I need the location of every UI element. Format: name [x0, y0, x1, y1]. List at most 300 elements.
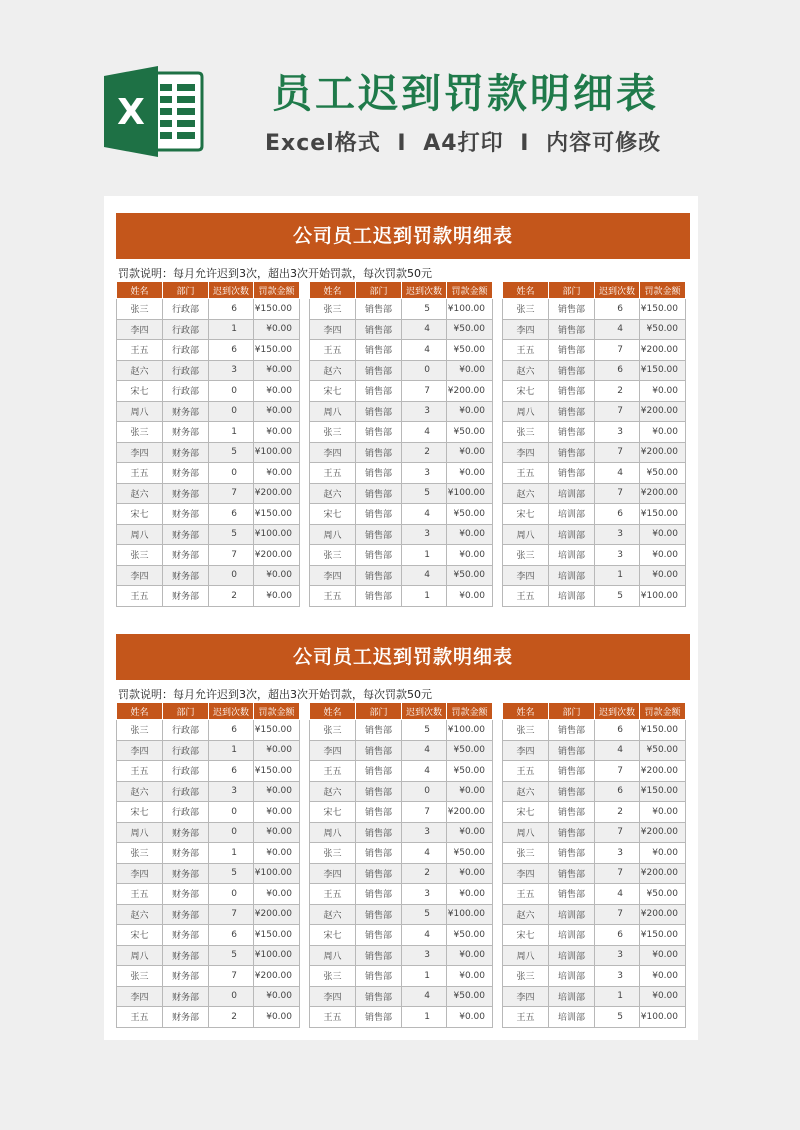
- late-count-cell: 0: [209, 381, 254, 402]
- column-header: 部门: [163, 282, 209, 299]
- penalty-table: [502, 702, 686, 1028]
- column-header: 姓名: [310, 703, 356, 720]
- table-row: [503, 545, 686, 566]
- table-row: [117, 740, 300, 761]
- table-row: [310, 483, 493, 504]
- name-cell: 李四: [310, 986, 356, 1007]
- penalty-note: 罚款说明：每月允许迟到3次，超出3次开始罚款，每次罚款50元: [118, 688, 432, 701]
- fine-amount-cell: ¥200.00: [640, 483, 686, 504]
- department-cell: 销售部: [549, 401, 595, 422]
- fine-amount-cell: ¥50.00: [640, 463, 686, 484]
- name-cell: 王五: [117, 340, 163, 361]
- column-header: 迟到次数: [209, 703, 254, 720]
- fine-amount-cell: ¥0.00: [254, 986, 300, 1007]
- department-cell: 销售部: [549, 781, 595, 802]
- subtitle-separator: I: [520, 131, 530, 156]
- department-cell: 培训部: [549, 565, 595, 586]
- table-row: [310, 340, 493, 361]
- department-cell: 行政部: [163, 319, 209, 340]
- table-row: [117, 545, 300, 566]
- department-cell: 行政部: [163, 299, 209, 320]
- department-cell: 财务部: [163, 822, 209, 843]
- department-cell: 销售部: [549, 740, 595, 761]
- department-cell: 行政部: [163, 761, 209, 782]
- name-cell: 王五: [310, 884, 356, 905]
- late-count-cell: 1: [402, 586, 447, 607]
- name-cell: 王五: [503, 586, 549, 607]
- department-cell: 培训部: [549, 966, 595, 987]
- department-cell: 销售部: [356, 586, 402, 607]
- department-cell: 销售部: [356, 740, 402, 761]
- department-cell: 销售部: [549, 360, 595, 381]
- penalty-table: [309, 281, 493, 607]
- table-row: [117, 925, 300, 946]
- excel-logo-letter: X: [117, 92, 145, 133]
- late-count-cell: 1: [595, 565, 640, 586]
- department-cell: 销售部: [356, 843, 402, 864]
- department-cell: 财务部: [163, 504, 209, 525]
- fine-amount-cell: ¥0.00: [640, 524, 686, 545]
- late-count-cell: 0: [402, 360, 447, 381]
- table-row: [117, 966, 300, 987]
- late-count-cell: 6: [595, 299, 640, 320]
- table-header-row: [310, 282, 493, 299]
- late-count-cell: 1: [402, 966, 447, 987]
- late-count-cell: 6: [209, 925, 254, 946]
- department-cell: 财务部: [163, 565, 209, 586]
- fine-amount-cell: ¥0.00: [254, 586, 300, 607]
- fine-amount-cell: ¥0.00: [254, 802, 300, 823]
- fine-amount-cell: ¥100.00: [254, 524, 300, 545]
- name-cell: 张三: [117, 720, 163, 741]
- column-header: 罚款金额: [447, 282, 493, 299]
- name-cell: 张三: [117, 422, 163, 443]
- fine-amount-cell: ¥0.00: [640, 986, 686, 1007]
- name-cell: 王五: [310, 340, 356, 361]
- late-count-cell: 0: [209, 822, 254, 843]
- fine-amount-cell: ¥0.00: [447, 945, 493, 966]
- name-cell: 李四: [117, 740, 163, 761]
- table-row: [117, 422, 300, 443]
- late-count-cell: 0: [209, 884, 254, 905]
- name-cell: 李四: [503, 740, 549, 761]
- department-cell: 财务部: [163, 884, 209, 905]
- department-cell: 财务部: [163, 863, 209, 884]
- column-header: 姓名: [310, 282, 356, 299]
- department-cell: 销售部: [549, 340, 595, 361]
- department-cell: 销售部: [356, 442, 402, 463]
- table-row: [117, 524, 300, 545]
- name-cell: 李四: [503, 863, 549, 884]
- fine-amount-cell: ¥150.00: [640, 720, 686, 741]
- table-row: [503, 360, 686, 381]
- fine-amount-cell: ¥0.00: [254, 565, 300, 586]
- name-cell: 张三: [117, 843, 163, 864]
- subtitle-format: Excel格式: [265, 131, 381, 156]
- column-header: 罚款金额: [254, 703, 300, 720]
- column-header: 迟到次数: [402, 703, 447, 720]
- table-row: [117, 720, 300, 741]
- table-row: [310, 986, 493, 1007]
- fine-amount-cell: ¥0.00: [447, 781, 493, 802]
- table-row: [503, 340, 686, 361]
- late-count-cell: 3: [595, 545, 640, 566]
- table-row: [310, 761, 493, 782]
- column-header: 迟到次数: [595, 282, 640, 299]
- department-cell: 销售部: [356, 483, 402, 504]
- fine-amount-cell: ¥0.00: [640, 381, 686, 402]
- column-header: 迟到次数: [209, 282, 254, 299]
- department-cell: 销售部: [356, 381, 402, 402]
- fine-amount-cell: ¥0.00: [254, 822, 300, 843]
- late-count-cell: 1: [209, 422, 254, 443]
- fine-amount-cell: ¥100.00: [447, 299, 493, 320]
- penalty-note: 罚款说明：每月允许迟到3次，超出3次开始罚款，每次罚款50元: [118, 267, 432, 280]
- table-row: [503, 442, 686, 463]
- late-count-cell: 5: [209, 442, 254, 463]
- fine-amount-cell: ¥0.00: [254, 319, 300, 340]
- name-cell: 王五: [310, 761, 356, 782]
- name-cell: 宋七: [117, 802, 163, 823]
- page-title: 员工迟到罚款明细表: [272, 71, 659, 117]
- department-cell: 财务部: [163, 401, 209, 422]
- subtitle-separator: I: [397, 131, 407, 156]
- department-cell: 财务部: [163, 843, 209, 864]
- penalty-table: [502, 281, 686, 607]
- department-cell: 销售部: [356, 822, 402, 843]
- fine-amount-cell: ¥0.00: [447, 586, 493, 607]
- fine-amount-cell: ¥100.00: [447, 720, 493, 741]
- late-count-cell: 4: [402, 319, 447, 340]
- name-cell: 宋七: [503, 802, 549, 823]
- table-row: [117, 463, 300, 484]
- table-row: [503, 586, 686, 607]
- late-count-cell: 6: [595, 360, 640, 381]
- department-cell: 销售部: [356, 904, 402, 925]
- table-row: [503, 299, 686, 320]
- column-header: 姓名: [503, 282, 549, 299]
- late-count-cell: 7: [595, 761, 640, 782]
- table-row: [310, 586, 493, 607]
- name-cell: 李四: [503, 986, 549, 1007]
- late-count-cell: 2: [402, 863, 447, 884]
- late-count-cell: 3: [402, 401, 447, 422]
- name-cell: 赵六: [310, 904, 356, 925]
- fine-amount-cell: ¥200.00: [640, 863, 686, 884]
- name-cell: 王五: [117, 884, 163, 905]
- table-row: [310, 1007, 493, 1028]
- late-count-cell: 2: [209, 1007, 254, 1028]
- table-row: [117, 904, 300, 925]
- table-row: [310, 904, 493, 925]
- department-cell: 销售部: [549, 463, 595, 484]
- fine-amount-cell: ¥50.00: [447, 319, 493, 340]
- name-cell: 赵六: [310, 483, 356, 504]
- fine-amount-cell: ¥150.00: [640, 299, 686, 320]
- late-count-cell: 6: [209, 340, 254, 361]
- name-cell: 张三: [503, 422, 549, 443]
- table-row: [310, 565, 493, 586]
- department-cell: 销售部: [356, 720, 402, 741]
- fine-amount-cell: ¥50.00: [447, 843, 493, 864]
- late-count-cell: 3: [209, 781, 254, 802]
- table-row: [310, 966, 493, 987]
- table-row: [117, 986, 300, 1007]
- name-cell: 王五: [310, 1007, 356, 1028]
- column-header: 罚款金额: [447, 703, 493, 720]
- department-cell: 销售部: [549, 381, 595, 402]
- table-header-row: [117, 703, 300, 720]
- fine-amount-cell: ¥150.00: [254, 299, 300, 320]
- penalty-table: [309, 702, 493, 1028]
- department-cell: 销售部: [356, 360, 402, 381]
- department-cell: 销售部: [356, 986, 402, 1007]
- department-cell: 财务部: [163, 1007, 209, 1028]
- name-cell: 张三: [503, 545, 549, 566]
- table-row: [310, 843, 493, 864]
- name-cell: 王五: [503, 340, 549, 361]
- department-cell: 销售部: [356, 422, 402, 443]
- fine-amount-cell: ¥200.00: [640, 822, 686, 843]
- name-cell: 张三: [503, 966, 549, 987]
- fine-amount-cell: ¥150.00: [640, 504, 686, 525]
- fine-amount-cell: ¥50.00: [447, 504, 493, 525]
- fine-amount-cell: ¥0.00: [254, 401, 300, 422]
- name-cell: 宋七: [117, 381, 163, 402]
- department-cell: 销售部: [549, 802, 595, 823]
- table-row: [310, 884, 493, 905]
- name-cell: 王五: [310, 463, 356, 484]
- fine-amount-cell: ¥0.00: [640, 945, 686, 966]
- department-cell: 销售部: [356, 966, 402, 987]
- late-count-cell: 4: [595, 884, 640, 905]
- department-cell: 销售部: [356, 319, 402, 340]
- table-row: [117, 863, 300, 884]
- table-row: [310, 740, 493, 761]
- late-count-cell: 3: [595, 422, 640, 443]
- late-count-cell: 3: [595, 966, 640, 987]
- late-count-cell: 5: [595, 586, 640, 607]
- fine-amount-cell: ¥0.00: [447, 524, 493, 545]
- department-cell: 销售部: [549, 422, 595, 443]
- table-row: [310, 360, 493, 381]
- table-row: [117, 802, 300, 823]
- fine-amount-cell: ¥50.00: [447, 422, 493, 443]
- department-cell: 行政部: [163, 802, 209, 823]
- name-cell: 赵六: [117, 483, 163, 504]
- late-count-cell: 1: [402, 545, 447, 566]
- table-row: [310, 781, 493, 802]
- fine-amount-cell: ¥0.00: [447, 863, 493, 884]
- fine-amount-cell: ¥0.00: [640, 565, 686, 586]
- name-cell: 李四: [310, 863, 356, 884]
- fine-amount-cell: ¥100.00: [254, 945, 300, 966]
- column-header: 姓名: [117, 282, 163, 299]
- name-cell: 赵六: [503, 483, 549, 504]
- late-count-cell: 7: [209, 904, 254, 925]
- fine-amount-cell: ¥50.00: [447, 565, 493, 586]
- late-count-cell: 7: [595, 483, 640, 504]
- fine-amount-cell: ¥100.00: [447, 483, 493, 504]
- name-cell: 张三: [310, 299, 356, 320]
- name-cell: 张三: [503, 843, 549, 864]
- department-cell: 行政部: [163, 740, 209, 761]
- fine-amount-cell: ¥150.00: [640, 925, 686, 946]
- table-row: [310, 545, 493, 566]
- name-cell: 张三: [310, 966, 356, 987]
- table-row: [310, 802, 493, 823]
- name-cell: 周八: [503, 822, 549, 843]
- table-row: [117, 884, 300, 905]
- late-count-cell: 1: [209, 843, 254, 864]
- late-count-cell: 7: [402, 802, 447, 823]
- late-count-cell: 3: [595, 524, 640, 545]
- fine-amount-cell: ¥200.00: [447, 381, 493, 402]
- late-count-cell: 0: [209, 802, 254, 823]
- late-count-cell: 4: [402, 761, 447, 782]
- name-cell: 李四: [117, 986, 163, 1007]
- fine-amount-cell: ¥0.00: [640, 545, 686, 566]
- name-cell: 王五: [117, 761, 163, 782]
- department-cell: 培训部: [549, 904, 595, 925]
- department-cell: 财务部: [163, 422, 209, 443]
- name-cell: 张三: [117, 545, 163, 566]
- name-cell: 张三: [503, 299, 549, 320]
- late-count-cell: 6: [209, 504, 254, 525]
- fine-amount-cell: ¥150.00: [254, 340, 300, 361]
- column-header: 迟到次数: [595, 703, 640, 720]
- late-count-cell: 6: [209, 299, 254, 320]
- department-cell: 培训部: [549, 586, 595, 607]
- fine-amount-cell: ¥0.00: [254, 1007, 300, 1028]
- late-count-cell: 1: [209, 740, 254, 761]
- fine-amount-cell: ¥0.00: [447, 463, 493, 484]
- department-cell: 财务部: [163, 586, 209, 607]
- table-row: [503, 986, 686, 1007]
- table-row: [310, 863, 493, 884]
- column-header: 罚款金额: [640, 282, 686, 299]
- fine-amount-cell: ¥200.00: [254, 483, 300, 504]
- table-row: [503, 740, 686, 761]
- table-row: [503, 945, 686, 966]
- table-row: [310, 945, 493, 966]
- table-row: [117, 483, 300, 504]
- excel-icon: [104, 64, 204, 159]
- department-cell: 销售部: [549, 843, 595, 864]
- name-cell: 李四: [503, 565, 549, 586]
- name-cell: 李四: [117, 863, 163, 884]
- fine-amount-cell: ¥150.00: [640, 360, 686, 381]
- fine-amount-cell: ¥100.00: [447, 904, 493, 925]
- name-cell: 周八: [310, 945, 356, 966]
- fine-amount-cell: ¥200.00: [640, 761, 686, 782]
- department-cell: 销售部: [356, 565, 402, 586]
- department-cell: 销售部: [549, 822, 595, 843]
- department-cell: 培训部: [549, 925, 595, 946]
- fine-amount-cell: ¥50.00: [447, 340, 493, 361]
- department-cell: 培训部: [549, 945, 595, 966]
- table-row: [117, 761, 300, 782]
- fine-amount-cell: ¥0.00: [447, 360, 493, 381]
- department-cell: 财务部: [163, 524, 209, 545]
- late-count-cell: 7: [209, 545, 254, 566]
- late-count-cell: 7: [209, 483, 254, 504]
- table-row: [310, 401, 493, 422]
- fine-amount-cell: ¥0.00: [254, 360, 300, 381]
- table-row: [117, 401, 300, 422]
- fine-amount-cell: ¥0.00: [640, 843, 686, 864]
- department-cell: 销售部: [549, 884, 595, 905]
- table-row: [117, 822, 300, 843]
- name-cell: 李四: [117, 319, 163, 340]
- table-row: [117, 504, 300, 525]
- table-row: [117, 945, 300, 966]
- department-cell: 培训部: [549, 986, 595, 1007]
- name-cell: 周八: [310, 401, 356, 422]
- name-cell: 李四: [310, 565, 356, 586]
- department-cell: 财务部: [163, 925, 209, 946]
- fine-amount-cell: ¥0.00: [254, 884, 300, 905]
- fine-amount-cell: ¥150.00: [640, 781, 686, 802]
- table-row: [117, 299, 300, 320]
- late-count-cell: 4: [402, 565, 447, 586]
- name-cell: 赵六: [310, 360, 356, 381]
- table-row: [503, 761, 686, 782]
- late-count-cell: 5: [402, 483, 447, 504]
- fine-amount-cell: ¥200.00: [254, 904, 300, 925]
- subtitle: [265, 126, 661, 157]
- fine-amount-cell: ¥0.00: [447, 401, 493, 422]
- late-count-cell: 1: [595, 986, 640, 1007]
- table-header-row: [503, 282, 686, 299]
- late-count-cell: 4: [402, 340, 447, 361]
- department-cell: 财务部: [163, 463, 209, 484]
- late-count-cell: 1: [209, 319, 254, 340]
- department-cell: 行政部: [163, 360, 209, 381]
- table-row: [503, 925, 686, 946]
- fine-amount-cell: ¥0.00: [447, 1007, 493, 1028]
- column-header: 部门: [549, 282, 595, 299]
- fine-amount-cell: ¥200.00: [640, 401, 686, 422]
- late-count-cell: 3: [209, 360, 254, 381]
- fine-amount-cell: ¥200.00: [447, 802, 493, 823]
- table-row: [310, 504, 493, 525]
- department-cell: 行政部: [163, 340, 209, 361]
- name-cell: 李四: [117, 565, 163, 586]
- fine-amount-cell: ¥100.00: [640, 586, 686, 607]
- table-row: [117, 781, 300, 802]
- table-header-row: [503, 703, 686, 720]
- department-cell: 销售部: [356, 781, 402, 802]
- fine-amount-cell: ¥50.00: [447, 761, 493, 782]
- late-count-cell: 1: [402, 1007, 447, 1028]
- department-cell: 行政部: [163, 720, 209, 741]
- name-cell: 李四: [117, 442, 163, 463]
- name-cell: 宋七: [503, 925, 549, 946]
- subtitle-print: A4打印: [423, 131, 504, 156]
- name-cell: 王五: [503, 884, 549, 905]
- name-cell: 宋七: [503, 381, 549, 402]
- department-cell: 销售部: [356, 463, 402, 484]
- late-count-cell: 6: [209, 720, 254, 741]
- name-cell: 宋七: [310, 381, 356, 402]
- column-header: 迟到次数: [402, 282, 447, 299]
- department-cell: 销售部: [549, 442, 595, 463]
- department-cell: 培训部: [549, 483, 595, 504]
- fine-amount-cell: ¥50.00: [447, 740, 493, 761]
- fine-amount-cell: ¥0.00: [254, 381, 300, 402]
- department-cell: 销售部: [356, 761, 402, 782]
